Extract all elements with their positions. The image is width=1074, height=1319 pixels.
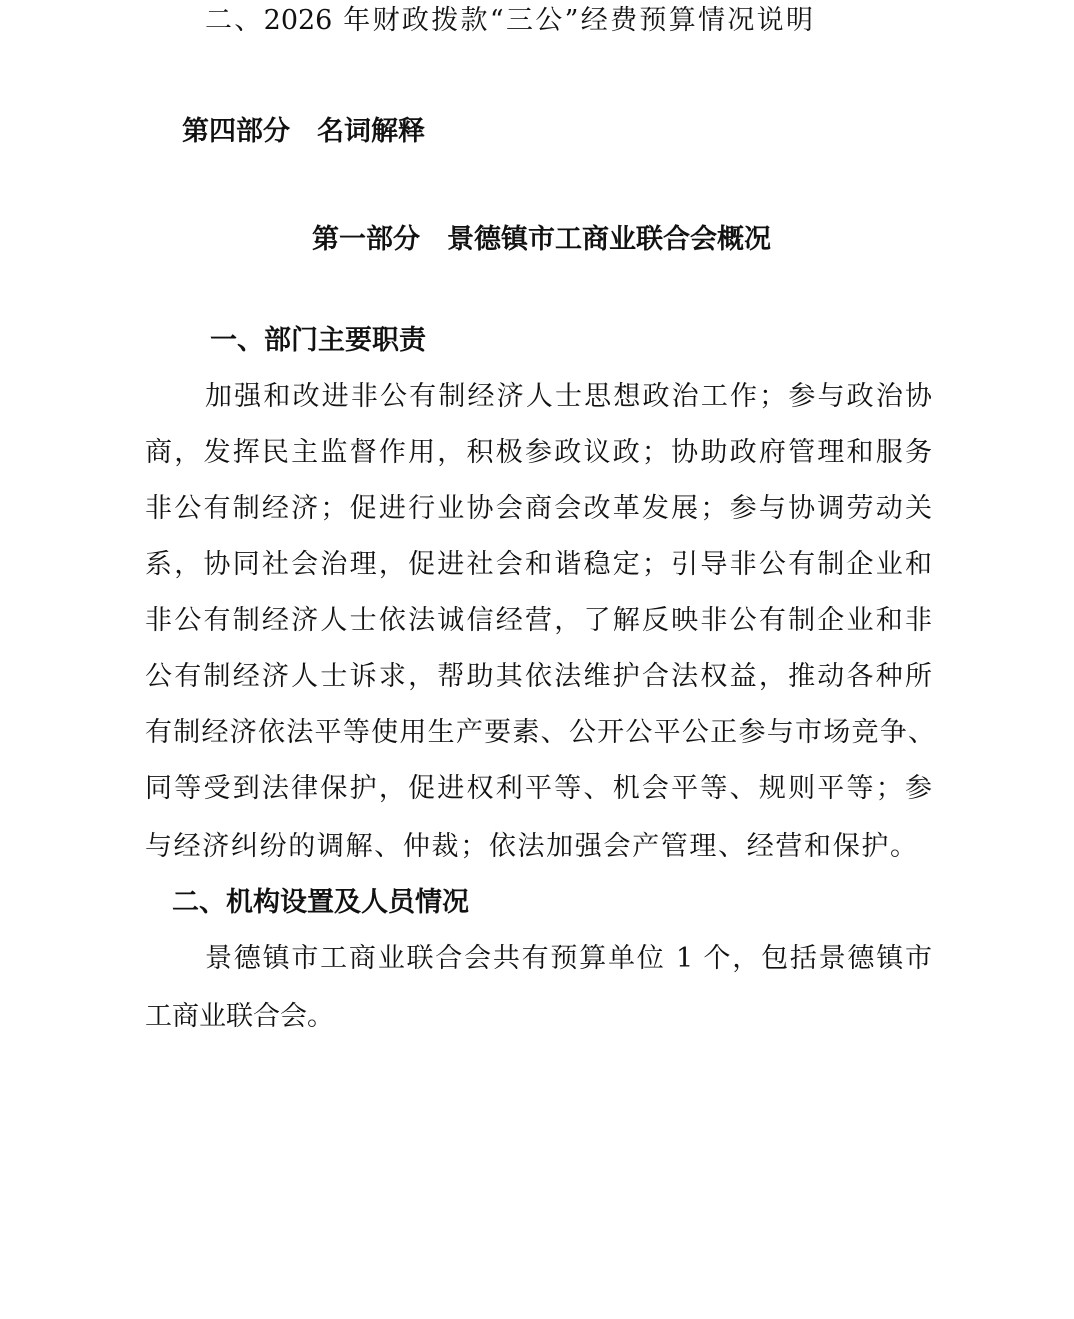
- part1-heading: 第一部分 景德镇市工商业联合会概况: [312, 224, 771, 255]
- paragraph-line: 有制经济依法平等使用生产要素、公开公平公正参与市场竞争、: [145, 717, 935, 748]
- paragraph-line: 非公有制经济；促进行业协会商会改革发展；参与协调劳动关: [145, 493, 932, 524]
- paragraph-line: 商，发挥民主监督作用，积极参政议政；协助政府管理和服务: [145, 437, 932, 468]
- part4-heading: 第四部分 名词解释: [182, 116, 425, 147]
- paragraph-line: 工商业联合会。: [145, 1001, 334, 1032]
- paragraph-line: 公有制经济人士诉求，帮助其依法维护合法权益，推动各种所: [145, 661, 932, 692]
- section2-heading: 二、机构设置及人员情况: [172, 887, 469, 918]
- toc-line: 二、2026 年财政拨款“三公”经费预算情况说明: [205, 5, 813, 36]
- paragraph-line: 景德镇市工商业联合会共有预算单位 1 个，包括景德镇市: [205, 943, 932, 974]
- paragraph-line: 加强和改进非公有制经济人士思想政治工作；参与政治协: [205, 381, 932, 412]
- paragraph-line: 系，协同社会治理，促进社会和谐稳定；引导非公有制企业和: [145, 549, 932, 580]
- paragraph-line: 同等受到法律保护，促进权利平等、机会平等、规则平等；参: [145, 773, 932, 804]
- paragraph-line: 与经济纠纷的调解、仲裁；依法加强会产管理、经营和保护。: [145, 831, 917, 862]
- paragraph-line: 非公有制经济人士依法诚信经营，了解反映非公有制企业和非: [145, 605, 932, 636]
- section1-heading: 一、部门主要职责: [210, 325, 426, 356]
